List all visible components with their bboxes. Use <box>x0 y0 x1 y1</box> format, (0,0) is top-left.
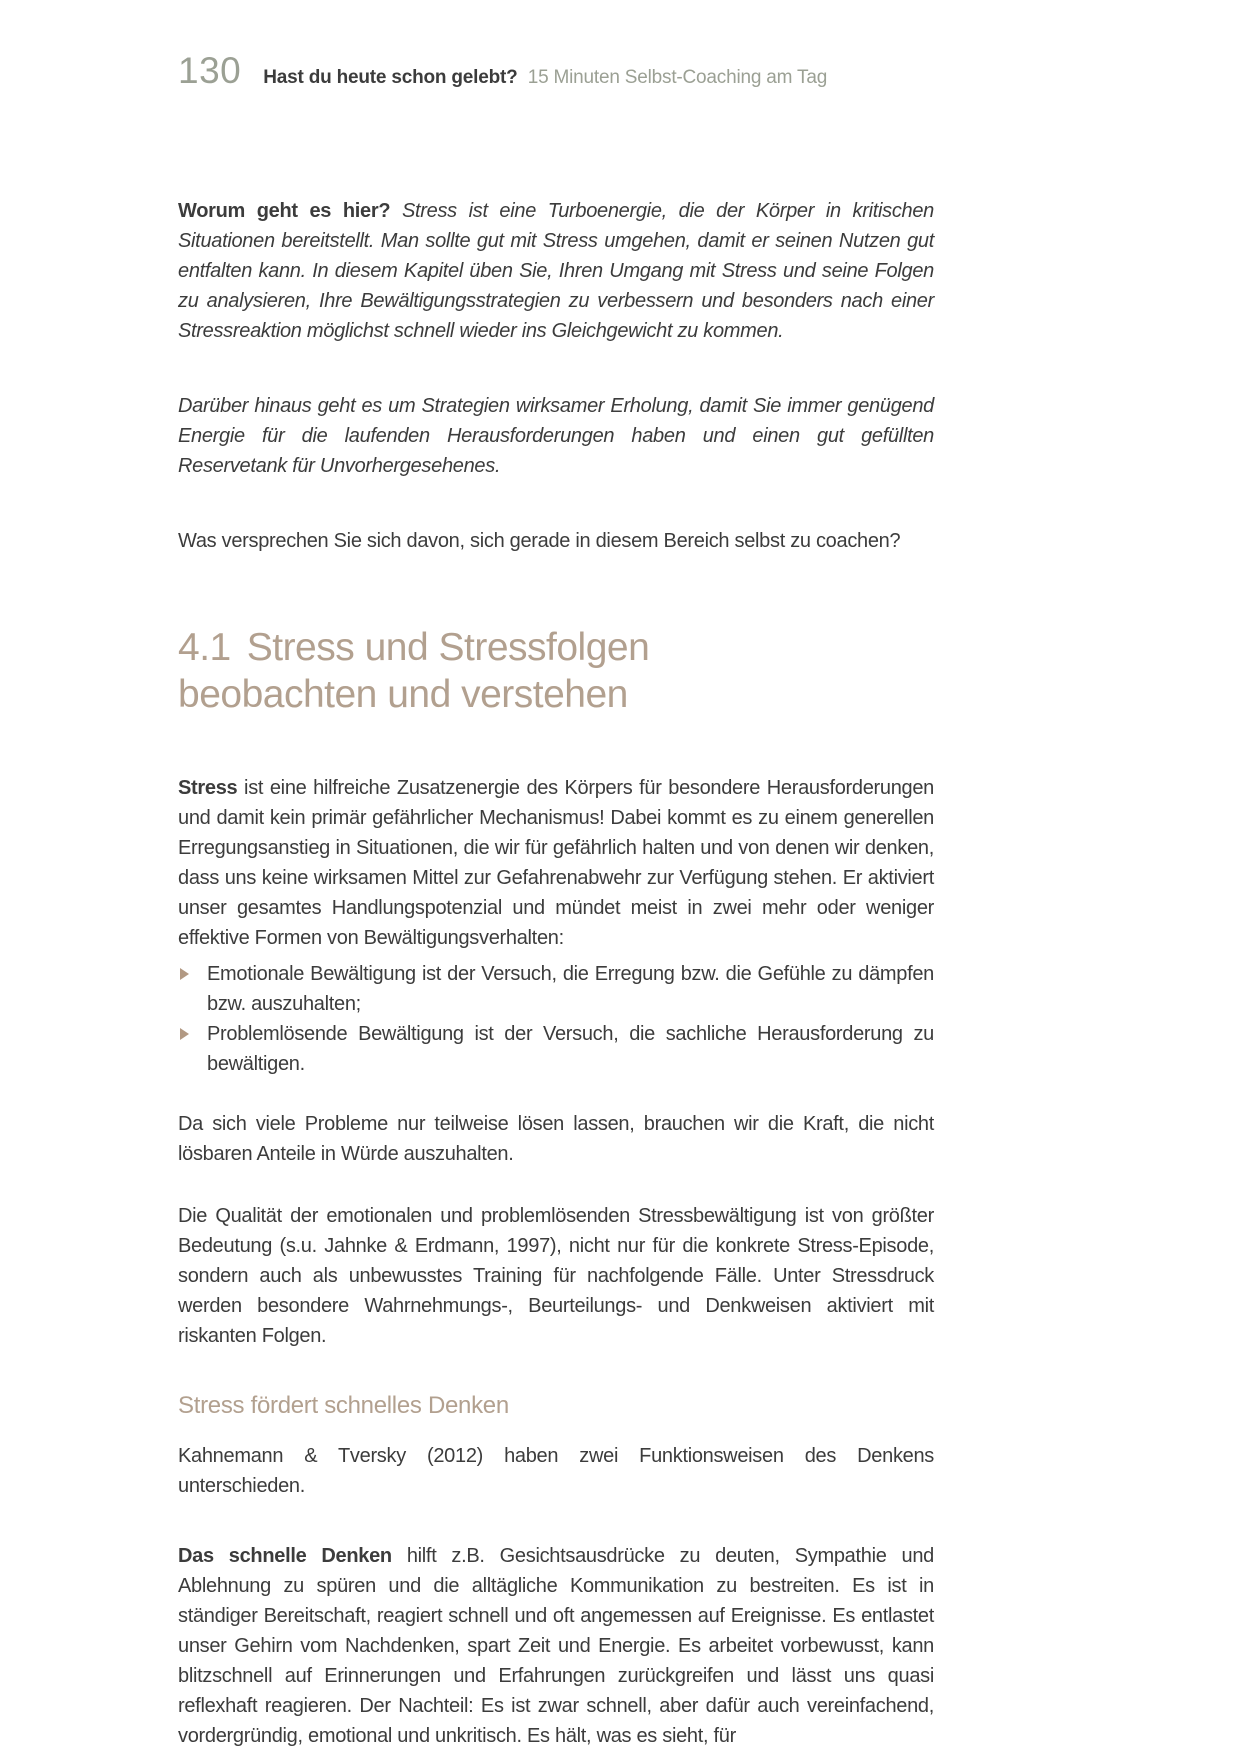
body-paragraph-schnelles-denken-text: hilft z.B. Gesichtsausdrücke zu deuten, Sympathie und Ablehnung zu spüren und die alltägliche Kommunikation zu bestreiten. Es ist in ständiger Bereitschaft, reagiert schnell und oft angemessen auf Ereignisse. Es entlastet unser Gehirn vom Nachdenken, spart Zeit und Energie. Es arbeitet vorbewusst, kann blitzschnell auf Erinnerungen und Erfahrungen zurückgreifen und lässt uns quasi reflexhaft reagieren. Der Nachteil: Es ist zwar schnell, aber dafür auch vereinfachend, vordergründig, emotional und unkritisch. Es hält, was es sieht, für <box>178 1544 934 1747</box>
intro-paragraph-1-text: Stress ist eine Turboenergie, die der Körper in kritischen Situationen bereitstellt. Man sollte gut mit Stress umgehen, damit er seinen Nutzen gut entfalten kann. In diesem Kapitel üben Sie, Ihren Umgang mit Stress und seine Folgen zu analysieren, Ihre Bewältigungsstrategien zu verbessern und besonders nach einer Stressreaktion möglichst schnell wieder ins Gleichgewicht zu kommen. <box>178 200 934 342</box>
section-heading-line1: Stress und Stressfolgen <box>246 626 650 669</box>
book-subtitle: 15 Minuten Selbst-Coaching am Tag <box>527 67 828 88</box>
triangle-bullet-icon <box>180 968 189 980</box>
schnelles-denken-keyword: Das schnelle Denken <box>178 1544 392 1567</box>
lead-in-label: Worum geht es hier? <box>178 200 391 222</box>
body-paragraph-stress <box>178 773 934 953</box>
section-number: 4.1 <box>178 626 231 669</box>
book-title: Hast du heute schon gelebt? <box>263 67 518 88</box>
stress-keyword: Stress <box>178 777 238 799</box>
body-paragraph-stress-text: ist eine hilfreiche Zusatzenergie des Körpers für besondere Herausforderungen und damit kein primär gefährlicher Mechanismus! Dabei kommt es zu einem generellen Erregungsanstieg in Situationen, die wir für gefährlich halten und von denen wir denken, dass uns keine wirksamen Mittel zur Gefahrenabwehr zur Verfügung stehen. Er aktiviert unser gesamtes Handlungspotenzial und mündet meist in zwei mehr oder weniger effektive Formen von Bewältigungsverhalten: <box>178 777 934 949</box>
section-heading <box>178 624 934 718</box>
running-title <box>263 67 827 89</box>
intro-paragraph-2: Darüber hinaus geht es um Strategien wirksamer Erholung, damit Sie immer genügend Energie für die laufenden Herausforderungen haben und einen gut gefüllten Reservetank für Unvorhergesehenes. <box>178 395 934 477</box>
bullet-item-problemsolving-text: Problemlösende Bewältigung ist der Versuch, die sachliche Herausforderung zu bewältigen. <box>207 1023 934 1075</box>
subsection-heading: Stress fördert schnelles Denken <box>178 1392 509 1419</box>
bullet-item-problemsolving <box>178 1019 934 1079</box>
coaching-question: Was versprechen Sie sich davon, sich gerade in diesem Bereich selbst zu coachen? <box>178 530 901 552</box>
bullet-item-emotional-text: Emotionale Bewältigung ist der Versuch, die Erregung bzw. die Gefühle zu dämpfen bzw. auszuhalten; <box>207 963 934 1015</box>
running-head <box>178 0 934 92</box>
page-number: 130 <box>178 50 242 91</box>
body-paragraph-qualitaet: Die Qualität der emotionalen und problemlösenden Stressbewältigung ist von größter Bedeutung (s.u. Jahnke & Erdmann, 1997), nicht nur für die konkrete Stress-Episode, sondern auch als unbewusstes Training für nachfolgende Fälle. Unter Stressdruck werden besondere Wahrnehmungs-, Beurteilungs- und Denkweisen aktiviert mit riskanten Folgen. <box>178 1205 934 1347</box>
body-paragraph-probleme: Da sich viele Probleme nur teilweise lösen lassen, brauchen wir die Kraft, die nicht lösbaren Anteile in Würde auszuhalten. <box>178 1113 934 1165</box>
body-paragraph-schnelles-denken <box>178 1541 934 1751</box>
intro-paragraph-1 <box>178 196 934 346</box>
section-heading-line2: beobachten und verstehen <box>178 673 628 716</box>
bullet-item-emotional <box>178 959 934 1019</box>
triangle-bullet-icon <box>180 1028 189 1040</box>
body-paragraph-kahnemann: Kahnemann & Tversky (2012) haben zwei Funktionsweisen des Denkens unterschieden. <box>178 1444 934 1497</box>
bullet-list <box>178 959 934 1079</box>
